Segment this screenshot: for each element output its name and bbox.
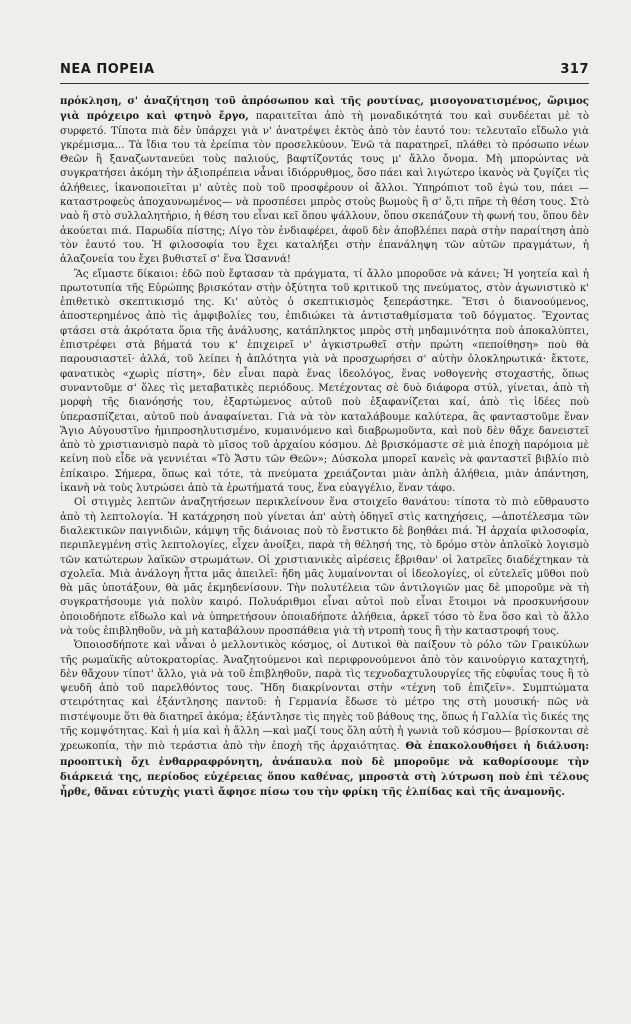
paragraph <box>60 94 589 268</box>
page-number: 317 <box>560 62 589 77</box>
bold-text-span: πρόκληση, σ' ἀναζήτηση τοῦ ἀπρόσωπου καὶ τῆς ρουτίνας, μισογονατισμένος, ὥριμος γιὰ πρόχειρο καὶ φτηνὸ ἔργο, <box>60 95 589 123</box>
text-span: παραιτεῖται ἀπὸ τὴ μοναδικότητά του καὶ συνδέεται μὲ τὸ συρφετό. Τίποτα πιὰ δὲν ὑπάρχει γιὰ ν' ἀνατρέψει ἐκτὸς ἀπὸ τὸν ἑαυτό του: τελευταῖο εἴδωλο γιὰ γκρέμισμα... Τὰ ἴδια του τὰ ἐρείπια τὸν προσελκύουν. Ἐνῶ τὰ παρατηρεῖ, πλάθει τὸ πρόσωπο νέων Θεῶν ἢ ξαναζωντανεύει τοὺς παλιούς, βαφτίζοντάς τους μ' ἄλλο ὄνομα. Μὴ μπορώντας νὰ συγκρατήσει ἀκόμη τὴν ἀξιοπρέπεια νἆναι ἰδιόρρυθμος, ὅσο πάει καὶ λιγώτερο ἱκανὸς νὰ ζυγίζει τὶς ἀλήθειες, ἱκανοποιεῖται μ' αὐτὲς ποὺ τοῦ προσφέρουν οἱ ἄλλοι. Ὑπηρόπιοτ τοῦ ἐγώ του, πάει —καταστροφεὺς ἀποχαυνωμένος— νὰ προσπέσει μπρὸς στοὺς βωμοὺς ἢ σ' ὅ,τι πῆρε τὴ θέση τους. Στὸ ναὸ ἢ στὸ συλλαλητήριο, ἡ θέση του εἶναι κεῖ ὅπου ψάλλουν, ὅπου σκεπάζουν τὴ φωνή του, ὅπου δὲν ἀκούεται πιά. Παρωδία πίστης; Λίγο τὸν ἐνδιαφέρει, ἀφοῦ δὲν ἀποβλέπει παρὰ στὴν παραίτηση ἀπὸ τὸν ἑαυτό του. Ἡ φιλοσοφία του ἔχει καταλήξει στὴν ἐπανάληψη τῶν αὐτῶν πραγμάτων, ἡ ἀλαζονεία του ἔχει βυθιστεῖ σ' ἕνα Ὡσαννά! <box>60 111 589 266</box>
text-span: Ἂς εἴμαστε δίκαιοι: ἐδῶ ποὺ ἔφτασαν τὰ πράγματα, τί ἄλλο μποροῦσε νὰ κάνει; Ἡ γοητεία καὶ ἡ πρωτοτυπία τῆς Εὐρώπης βρισκόταν στὴν ὀξύτητα τοῦ κριτικοῦ της πνεύματος, στὸν ἀγωνιστικὸ κ' ἐπιθετικὸ σκεπτικισμό της. Κι' αὐτὸς ὁ σκεπτικισμὸς ξεπεράστηκε. Ἔτσι ὁ διανοούμενος, ἀποστερημένος ἀπὸ τὶς ἀμφιβολίες του, ἐπιδιώκει τὰ ἀντισταθμίσματα τοῦ δόγματος. Ἔχοντας φτάσει στὰ ἀκρότατα ὅρια τῆς ἀνάλυσης, κατάπληκτος μπρὸς στὴ μηδαμινότητα ποὺ ἀποκαλύπτει, ἐπιστρέφει στὰ βήματά του κ' ἐπιχειρεῖ ν' ἀγκιστρωθεῖ στὴν πρώτη «πεποίθηση» ποὺ θὰ παρουσιαστεῖ· ἀλλά, τοῦ λείπει ἡ ἁπλότητα γιὰ νὰ προσχωρήσει σ' αὐτὴν ὁλοκληρωτικά· ἔκτοτε, φανατικὸς «χωρὶς πίστη», δὲν εἶναι παρὰ ἕνας ἰδεολόγος, ἕνας νοθογενὴς στοχαστής, ὅπως συναντοῦμε σ' ὅλες τὶς μεταβατικὲς περιόδους. Μετέχοντας σὲ δυὸ διάφορα στύλ, γίνεται, ἀπὸ τὴ μορφὴ τῆς διανόησής του, ἐξαρτώμενος αὐτοῦ ποὺ ἐξαφανίζεται καί, ἀπὸ τὶς ἰδέες ποὺ ὑπερασπίζεται, αὐτοῦ ποὺ ἀναφαίνεται. Γιὰ νὰ τὸν καταλάβουμε καλύτερα, ἂς φανταστοῦμε ἕναν Ἅγιο Αὐγουστῖνο ἡμιπροσηλυτισμένο, κυμαινόμενο καὶ διαβρωμοῦντα, καὶ ποὺ δὲν θἄχε δανειστεῖ ἀπὸ τὸ χριστιανισμὸ παρὰ τὸ μῖσος τοῦ ἀρχαίου κόσμου. Δὲ βρισκόμαστε σὲ μιὰ ἐποχὴ παρόμοια μὲ κείνη ποὺ εἶδε νὰ γεννιέται «Τὸ Ἄστυ τῶν Θεῶν»; Δύσκολα μπορεῖ κανεὶς νὰ φανταστεῖ βιβλίο πιὸ ἐπίκαιρο. Σήμερα, ὅπως καὶ τότε, τὰ πνεύματα χρειάζονται μιὰν ἁπλὴ ἀλήθεια, μιὰν ἀπάντηση, ἱκανὴ νὰ τοὺς λυτρώσει ἀπὸ τὰ ἐρωτήματά τους, ἕνα εὐαγγέλιο, ἕναν τάφο. <box>60 268 589 495</box>
paragraph <box>60 496 589 639</box>
bold-text-span: Θὰ ἐπακολουθήσει ἡ διάλυση: προοπτικὴ ὄχι ἐνθαρραφρόνητη, ἀνάπαυλα ποὺ δὲ μποροῦμε νὰ καθορίσουμε τὴν διάρκειά της, περίοδος εὐχέρειας ὅπου καθένας, μπροστὰ στὴ λύτρωση ποὺ ἐπὶ τέλους ἦρθε, θἄναι εὐτυχὴς γιατὶ ἄφησε πίσω του τὴν φρίκη τῆς ἐλπίδας καὶ τῆς ἀναμονῆς. <box>60 740 589 799</box>
paragraph <box>60 639 589 800</box>
text-span: Οἱ στιγμὲς λεπτῶν ἀναζητήσεων περικλείνουν ἕνα στοιχεῖο θανάτου: τίποτα τὸ πιὸ εὔθραυστο ἀπὸ τὴ λεπτολογία. Ἡ κατάχρηση ποὺ γίνεται ἀπ' αὐτὴ ὁδηγεῖ στὶς κατηχήσεις, —ἀποτέλεσμα τῶν διαλεκτικῶν παιγνιδιῶν, κάμψη τῆς διάνοιας ποὺ τὸ ἔνστικτο δὲ βοηθάει πιά. Ἡ ἀρχαία φιλοσοφία, περιπλεγμένη στὶς λεπτολογίες, εἶχεν ἀνοίξει, παρὰ τὴ θέλησή της, τὸ δρόμο στὸν ἁπλοϊκὸ λογισμὸ τῶν κατώτερων λαϊκῶν στρωμάτων. Οἱ χριστιανικὲς αἱρέσεις ἔβριθαν' οἱ λατρεῖες διαδέχτηκαν τὰ σχολεῖα. Μιὰ ἀνάλογη ἧττα μᾶς ἀπειλεῖ: ἤδη μᾶς λυμαίνονται οἱ ἰδεολογίες, οἱ εὐτελεῖς μῦθοι ποὺ θὰ μᾶς ὑποτάξουν, θὰ μᾶς ἐκμηδενίσουν. Τὴν πολυτέλεια τῶν ἀντιλογιῶν μας δὲ μποροῦμε νὰ τὴ συγκρατήσουμε γιὰ πολὺν καιρό. Πολυάριθμοι εἶναι αὐτοὶ ποὺ εἶναι ἕτοιμοι νὰ προσκυνήσουν ὁποιοδήποτε εἴδωλο καὶ νὰ ὑπηρετήσουν ὁποιαδήποτε ἀλήθεια, ἀρκεῖ τόσο τὸ ἕνα ὅσο καὶ τὸ ἄλλο νὰ τοὺς ἐπιβληθοῦν, νὰ μὴ καταβάλουν προσπάθεια γιὰ τὴ ντροπὴ τους ἢ τὴν καταστροφή τους. <box>60 497 589 637</box>
text-span: Ὁποιοσδήποτε καὶ νἆναι ὁ μελλοντικὸς κόσμος, οἱ Δυτικοὶ θὰ παίξουν τὸ ρόλο τῶν Γραικύλων τῆς ρωμαϊκῆς αὐτοκρατορίας. Ἀναζητούμενοι καὶ περιφρονούμενοι ἀπὸ τὸν καινούργιο καταχτητή, δὲν θἄχουν τίποτ' ἄλλο, γιὰ νὰ τοῦ ἐπιβληθοῦν, παρὰ τὶς τεχνοδαχτυλουργίες τῆς εὐφυΐας τους ἢ τὸ ψευδῆ ἀπὸ τοῦ παρελθόντος τους. Ἤδη διακρίνονται στὴν «τέχνη τοῦ ἐπιζεῖν». Συμπτώματα στειρότητας καὶ ἐξάντλησης παντοῦ: ἡ Γερμανία ἔδωσε τὸ μέτρο της στὴ μουσική· πῶς νὰ πιστέψουμε ὅτι θὰ διατηρεῖ ἀκόμα; ἐξάντλησε τὶς πηγὲς τοῦ βάθους της, ὅπως ἡ Γαλλία τὶς δικές της τῆς κομψότητας. Καὶ ἡ μία καὶ ἡ ἄλλη —καὶ μαζί τους ὅλη αὐτὴ ἡ γωνιὰ τοῦ κόσμου— βρίσκονται σὲ χρεωκοπία, τὴν πιὸ τεράστια ἀπὸ τὴν ἐποχὴ τῆς ἀρχαιότητας. <box>60 640 589 753</box>
running-title: ΝΕΑ ΠΟΡΕΙΑ <box>60 62 155 77</box>
body-text <box>60 94 589 801</box>
paragraph <box>60 268 589 497</box>
running-header <box>60 62 589 84</box>
